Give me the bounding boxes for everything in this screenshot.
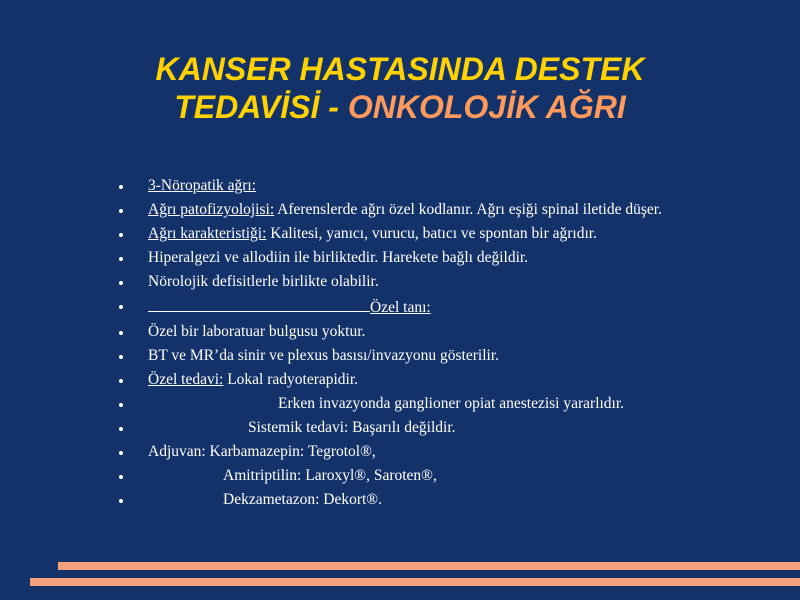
bullet-item (0, 420, 780, 436)
bullet-dot-icon (119, 499, 123, 503)
bullet-label: Özel tedavi: (148, 371, 224, 388)
bullet-dot-icon (119, 355, 123, 359)
bullet-dot-icon (119, 281, 123, 285)
bullet-text: Lokal radyoterapidir. (223, 371, 359, 388)
title-main-text: TEDAVİSİ - (174, 89, 348, 125)
bullet-label: Ağrı karakteristiği: (148, 225, 267, 242)
bullet-text: BT ve MR’da sinir ve plexus basısı/invazyonu gösterilir. (148, 347, 500, 364)
bullet-list (0, 178, 780, 516)
bullet-text: Dekzametazon: Dekort®. (223, 491, 382, 508)
bullet-dot-icon (119, 331, 123, 335)
bullet-text: Adjuvan: Karbamazepin: Tegrotol®, (148, 443, 376, 460)
bullet-label: Ağrı patofizyolojisi: (148, 201, 275, 218)
bullet-dot-icon (119, 233, 123, 237)
slide-title (0, 50, 800, 126)
bullet-item (0, 250, 780, 266)
bullet-text: Amitriptilin: Laroxyl®, Saroten®, (223, 467, 437, 484)
bullet-dot-icon (119, 403, 123, 407)
bullet-label: Özel tanı: (370, 299, 431, 316)
bullet-item (0, 274, 780, 290)
title-accent-text: ONKOLOJİK AĞRI (347, 89, 626, 125)
bullet-dot-icon (119, 451, 123, 455)
bullet-text: Kalitesi, yanıcı, vurucu, batıcı ve spontan bir ağrıdır. (266, 225, 597, 242)
decorative-rule-top (58, 562, 800, 570)
bullet-dot-icon (119, 427, 123, 431)
decorative-rule-bottom (30, 578, 800, 586)
bullet-dot-icon (119, 257, 123, 261)
bullet-item (0, 202, 780, 218)
bullet-item (0, 372, 780, 388)
bullet-item (0, 178, 780, 194)
bullet-text: Erken invazyonda ganglioner opiat anestezisi yararlıdır. (278, 395, 625, 412)
bullet-label: 3-Nöropatik ağrı: (148, 177, 257, 194)
bullet-item (0, 396, 780, 412)
underline-blank (148, 298, 370, 312)
bullet-dot-icon (119, 475, 123, 479)
bullet-item (0, 298, 780, 316)
title-line-1: KANSER HASTASINDA DESTEK (155, 51, 645, 87)
bullet-item (0, 226, 780, 242)
bullet-dot-icon (119, 305, 123, 309)
bullet-text: Özel bir laboratuar bulgusu yoktur. (148, 323, 366, 340)
bullet-item (0, 444, 780, 460)
bullet-text: Aferenslerde ağrı özel kodlanır. Ağrı eşiği spinal iletide düşer. (274, 201, 662, 218)
bullet-dot-icon (119, 379, 123, 383)
bullet-text: Sistemik tedavi: Başarılı değildir. (248, 419, 456, 436)
title-line-2 (0, 88, 800, 126)
bullet-item (0, 324, 780, 340)
bullet-item (0, 348, 780, 364)
bullet-text: Hiperalgezi ve allodiin ile birliktedir. Harekete bağlı değildir. (148, 249, 529, 266)
bullet-dot-icon (119, 185, 123, 189)
bullet-item (0, 468, 780, 484)
bullet-item (0, 492, 780, 508)
bullet-text: Nörolojik defisitlerle birlikte olabilir. (148, 273, 379, 290)
bullet-dot-icon (119, 209, 123, 213)
